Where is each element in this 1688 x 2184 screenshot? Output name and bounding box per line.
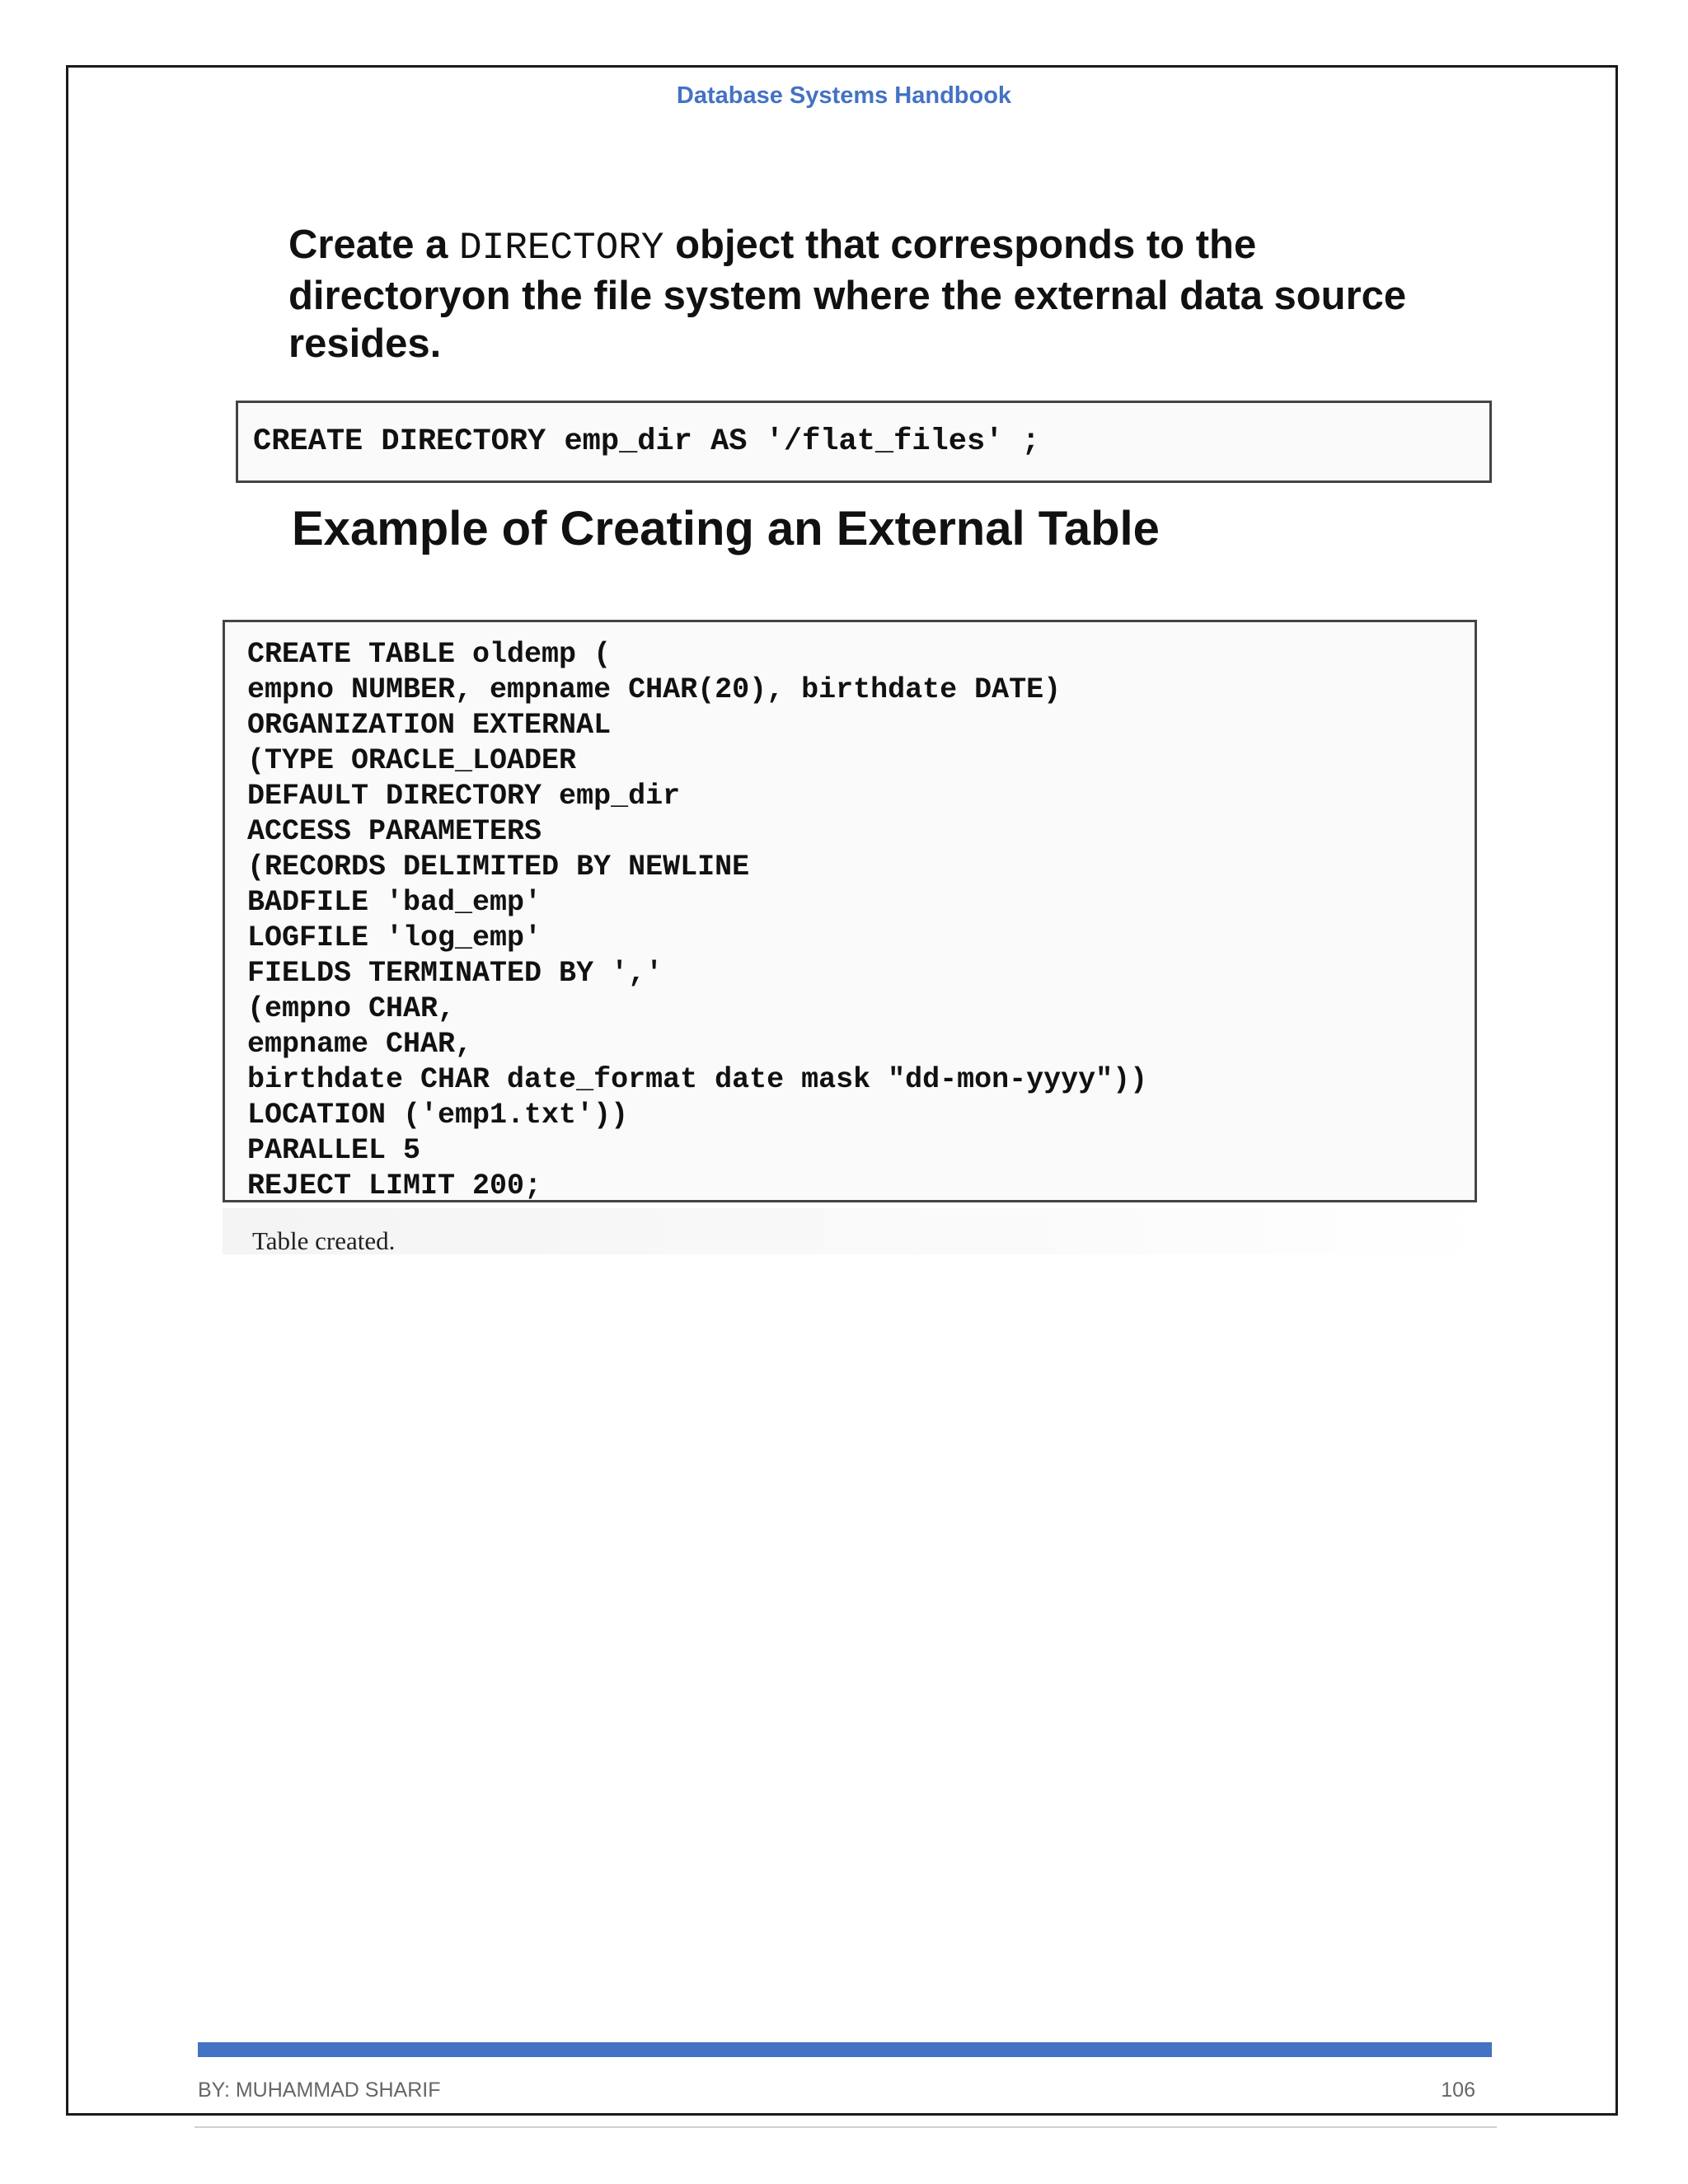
- directory-code-box: [236, 401, 1492, 483]
- code-line: CREATE TABLE oldemp (: [247, 638, 612, 671]
- intro-text-part2: object that corresponds to the directoryon the file system where the external data source resides.: [288, 223, 1407, 366]
- code-line: (TYPE ORACLE_LOADER: [247, 744, 577, 777]
- code-line: REJECT LIMIT 200;: [247, 1169, 542, 1202]
- intro-paragraph: [288, 221, 1459, 368]
- result-output-area: [223, 1208, 1492, 1254]
- code-line: birthdate CHAR date_format date mask "dd-mon-yyyy")): [247, 1063, 1148, 1096]
- footer-accent-bar: [198, 2042, 1492, 2057]
- code-line: DEFAULT DIRECTORY emp_dir: [247, 780, 681, 813]
- code-line: empname CHAR,: [247, 1028, 473, 1061]
- directory-code-line: CREATE DIRECTORY emp_dir AS '/flat_files' ;: [253, 424, 1040, 459]
- code-line: (RECORDS DELIMITED BY NEWLINE: [247, 851, 750, 883]
- footer-author: BY: MUHAMMAD SHARIF: [198, 2079, 441, 2102]
- result-message: Table created.: [252, 1226, 396, 1255]
- code-line: ACCESS PARAMETERS: [247, 815, 542, 848]
- intro-text-part1: Create a: [288, 223, 460, 267]
- create-table-code-box: [223, 620, 1477, 1202]
- code-line: LOGFILE 'log_emp': [247, 921, 542, 954]
- code-line: BADFILE 'bad_emp': [247, 886, 542, 919]
- code-line: (empno CHAR,: [247, 992, 456, 1025]
- code-line: PARALLEL 5: [247, 1134, 421, 1167]
- code-line: ORGANIZATION EXTERNAL: [247, 709, 612, 742]
- page-number: 106: [1441, 2079, 1475, 2102]
- code-line: FIELDS TERMINATED BY ',': [247, 957, 663, 990]
- directory-keyword: DIRECTORY: [459, 227, 664, 269]
- code-line: LOCATION ('emp1.txt')): [247, 1099, 629, 1132]
- bottom-divider: [195, 2126, 1497, 2128]
- page-header-title: Database Systems Handbook: [676, 82, 1012, 109]
- code-line: empno NUMBER, empname CHAR(20), birthdate DATE): [247, 673, 1062, 706]
- section-heading: Example of Creating an External Table: [292, 502, 1160, 555]
